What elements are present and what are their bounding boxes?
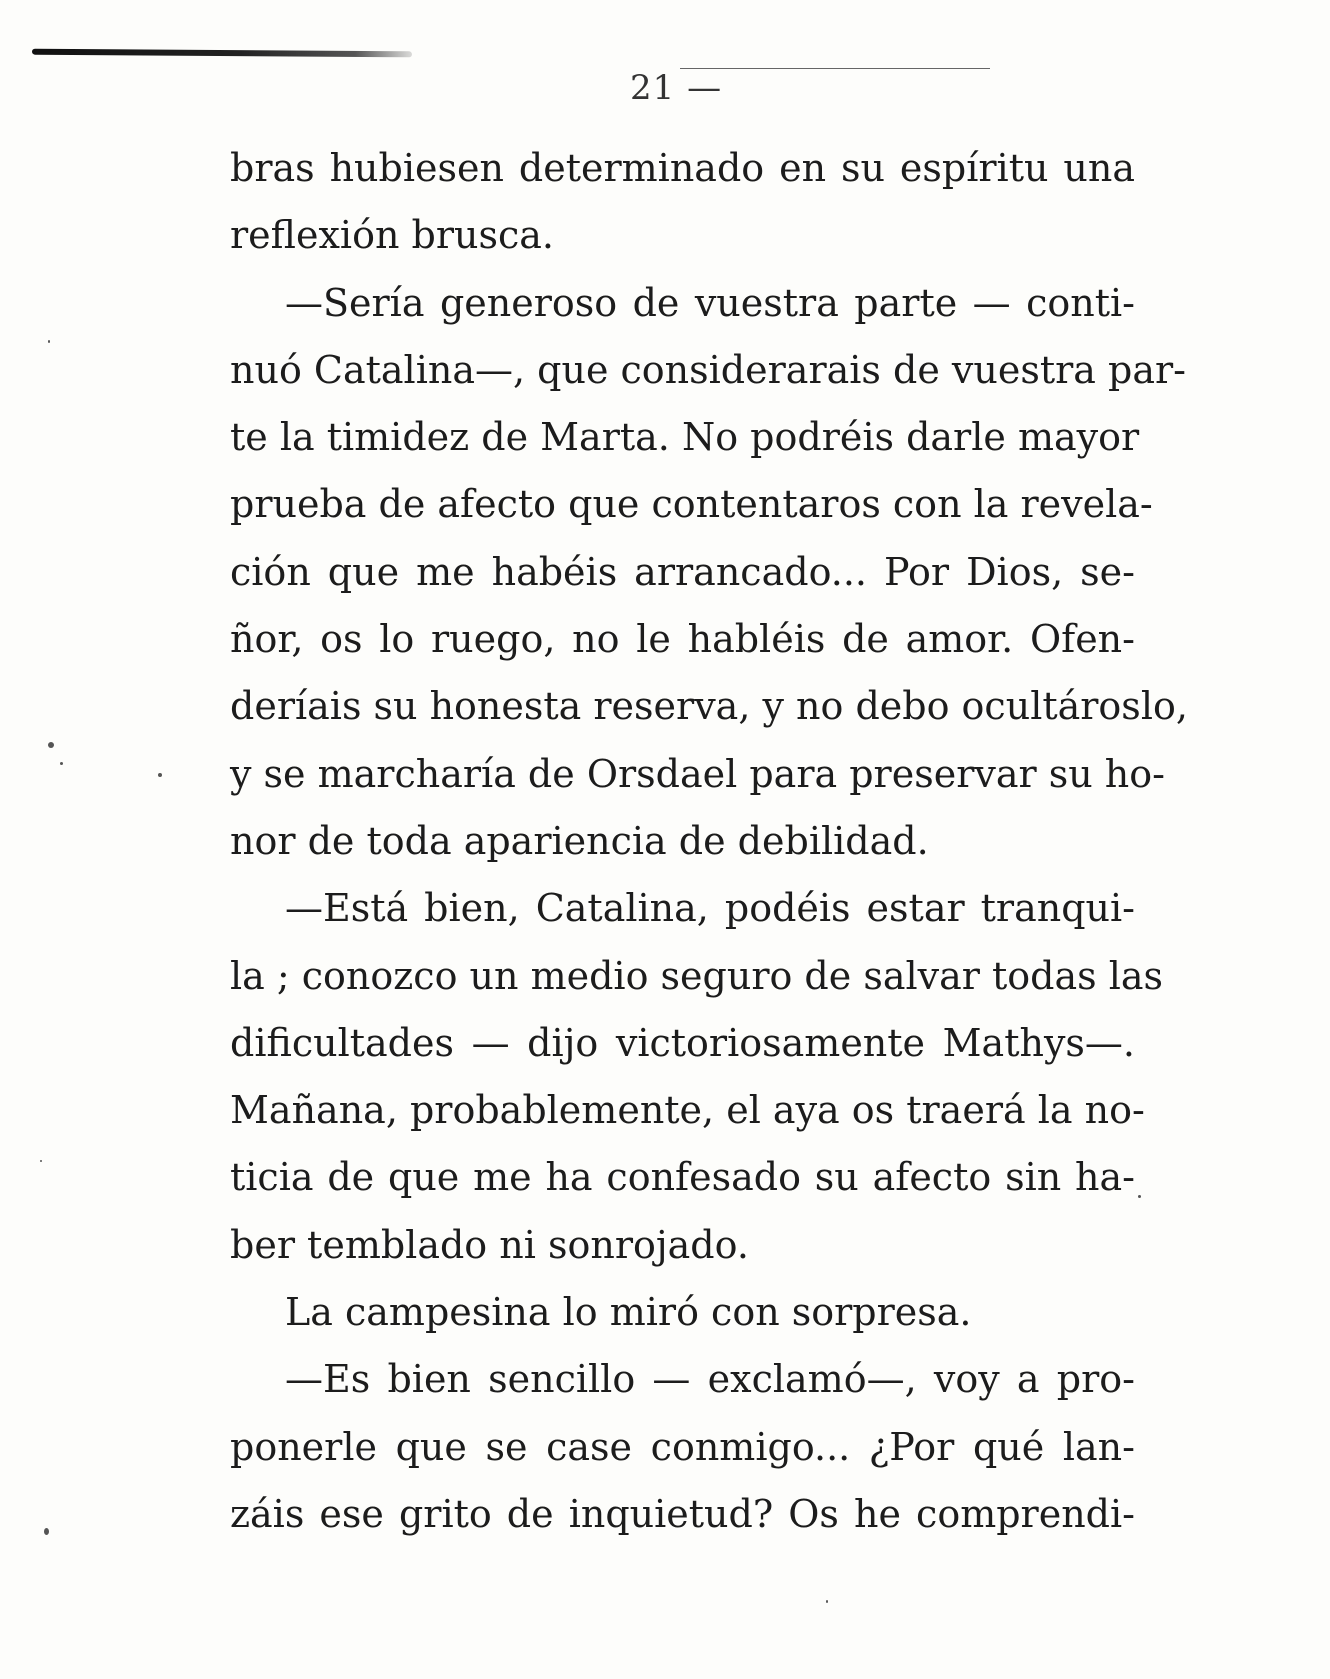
text-line: ñor, os lo ruego, no le habléis de amor. Ofen- <box>230 617 1135 662</box>
text-line: dificultades — dijo victoriosamente Mathys—. <box>230 1020 1135 1065</box>
text-line: ticia de que me ha confesado su afecto sin ha- <box>230 1155 1135 1200</box>
text-line: la ; conozco un medio seguro de salvar todas las <box>230 953 1164 998</box>
text-line: La campesina lo miró con sorpresa. <box>285 1290 972 1335</box>
text-line: ponerle que se case conmigo... ¿Por qué lan- <box>230 1424 1135 1469</box>
scan-speck <box>826 1600 828 1603</box>
text-line: y se marcharía de Orsdael para preservar su ho- <box>230 751 1165 796</box>
scan-speck <box>44 1528 49 1535</box>
page-number: 21 — <box>630 68 723 108</box>
scan-speck <box>48 340 50 343</box>
text-line: —Sería generoso de vuestra parte — conti- <box>285 280 1135 325</box>
text-line: reflexión brusca. <box>230 213 554 258</box>
text-line: —Es bien sencillo — exclamó—, voy a pro- <box>285 1357 1135 1402</box>
text-line: nuó Catalina—, que considerarais de vuestra par- <box>230 347 1186 392</box>
scan-speck <box>1138 1195 1141 1198</box>
scan-speck <box>48 742 54 748</box>
text-line: nor de toda apariencia de debilidad. <box>230 818 929 863</box>
text-line: ber temblado ni sonrojado. <box>230 1222 749 1267</box>
scan-speck <box>60 762 63 765</box>
scan-speck <box>40 1160 42 1162</box>
text-line: —Está bien, Catalina, podéis estar tranqui- <box>285 886 1135 931</box>
header-rule-right <box>680 68 990 69</box>
text-line: prueba de afecto que contentaros con la revela- <box>230 482 1153 527</box>
text-line: te la timidez de Marta. No podréis darle mayor <box>230 415 1140 460</box>
text-line: deríais su honesta reserva, y no debo ocultároslo, <box>230 684 1188 729</box>
header-rule-left <box>32 49 412 58</box>
text-line: bras hubiesen determinado en su espíritu una <box>230 146 1135 190</box>
text-line: záis ese grito de inquietud? Os he comprendi- <box>230 1491 1135 1536</box>
text-line: Mañana, probablemente, el aya os traerá la no- <box>230 1088 1145 1133</box>
text-line: ción que me habéis arrancado... Por Dios, se- <box>230 549 1135 594</box>
body-text <box>230 135 1188 1548</box>
scan-speck <box>158 773 162 777</box>
